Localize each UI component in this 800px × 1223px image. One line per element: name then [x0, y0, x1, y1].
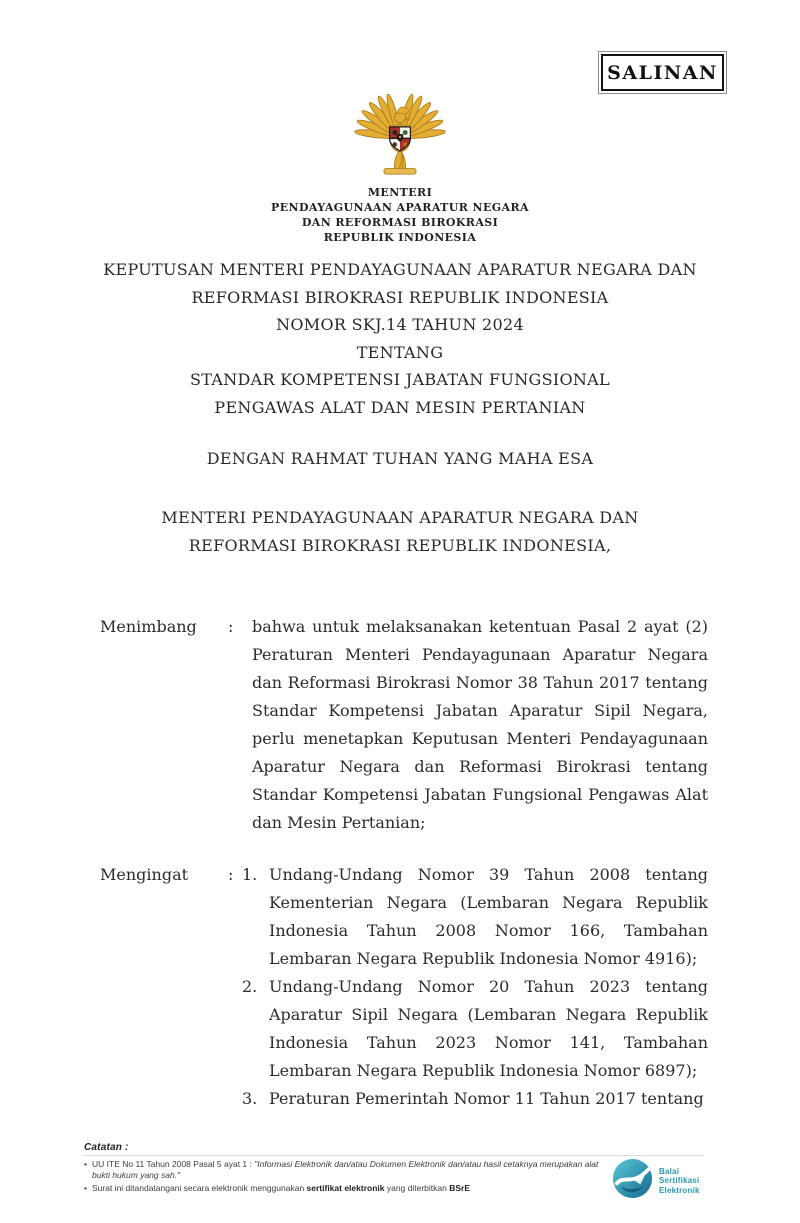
- remembering-colon: :: [228, 865, 234, 884]
- ministry-line-4: REPUBLIK INDONESIA: [323, 231, 477, 244]
- bsre-text-line-3: Elektronik: [659, 1185, 700, 1195]
- note2-mid: yang diterbitkan: [384, 1183, 450, 1193]
- salinan-stamp-label: SALINAN: [607, 61, 718, 84]
- notes-heading: Catatan :: [84, 1142, 129, 1153]
- remembering-clause: [100, 861, 708, 1113]
- legal-item-text: Undang-Undang Nomor 20 Tahun 2023 tentang Aparatur Sipil Negara (Lembaran Negara Republik Indonesia Tahun 2023 Nomor 141, Tambahan Lembaran Negara Republik Indonesia Nomor 6897);: [269, 977, 708, 1080]
- note-item-1: [84, 1159, 606, 1180]
- legal-basis-item: [242, 1085, 708, 1113]
- salinan-stamp: [601, 54, 724, 91]
- note2-pre: Surat ini ditandatangani secara elektronik menggunakan: [92, 1183, 307, 1193]
- notes-divider: [84, 1155, 704, 1156]
- ministry-line-3: DAN REFORMASI BIROKRASI: [301, 216, 499, 229]
- authority-line-2: REFORMASI BIROKRASI REPUBLIK INDONESIA,: [188, 535, 612, 555]
- bsre-logo-text: [659, 1167, 700, 1196]
- legal-basis-item: [242, 973, 708, 1085]
- bullet-icon: •: [84, 1159, 87, 1169]
- authority-line-1: MENTERI PENDAYAGUNAAN APARATUR NEGARA DAN: [161, 508, 639, 527]
- bsre-text-line-1: Balai: [659, 1166, 680, 1176]
- ministry-header: [0, 185, 800, 245]
- note1-prefix: UU ITE No 11 Tahun 2008 Pasal 5 ayat 1 :: [92, 1159, 255, 1169]
- invocation-line: DENGAN RAHMAT TUHAN YANG MAHA ESA: [206, 449, 594, 468]
- note-item-2: [84, 1183, 606, 1194]
- decree-title-line-1: KEPUTUSAN MENTERI PENDAYAGUNAAN APARATUR NEGARA DAN: [103, 260, 697, 279]
- decree-title: [100, 256, 700, 421]
- decree-tentang-line: TENTANG: [356, 342, 444, 362]
- bullet-icon: •: [84, 1183, 87, 1193]
- decree-number-line: NOMOR SKJ.14 TAHUN 2024: [276, 315, 524, 334]
- note2-certificate: sertifikat elektronik: [306, 1183, 385, 1193]
- remembering-label: Mengingat: [100, 865, 189, 884]
- ministry-line-1: MENTERI: [367, 186, 433, 199]
- remembering-items: [242, 861, 708, 1113]
- bsre-text-line-2: Sertifikasi: [659, 1176, 700, 1186]
- decree-subject-line-1: STANDAR KOMPETENSI JABATAN FUNGSIONAL: [190, 370, 610, 389]
- legal-item-number: 2.: [242, 977, 258, 996]
- bsre-logo: [611, 1157, 700, 1205]
- legal-item-text: Undang-Undang Nomor 39 Tahun 2008 tentang Kementerian Negara (Lembaran Negara Republik Indonesia Tahun 2008 Nomor 166, Tambahan Lembaran Negara Republik Indonesia Nomor 4916);: [269, 865, 708, 968]
- legal-item-number: 1.: [242, 865, 258, 884]
- garuda-emblem-icon: [344, 85, 456, 184]
- bsre-globe-icon: [611, 1157, 654, 1205]
- note1-quote: "Informasi Elektronik dan/atau Dokumen Elektronik dan/atau hasil cetaknya merupakan alat bukti hukum yang sah.": [92, 1159, 599, 1180]
- decree-subject-line-2: PENGAWAS ALAT DAN MESIN PERTANIAN: [214, 397, 586, 417]
- considering-text: bahwa untuk melaksanakan ketentuan Pasal 2 ayat (2) Peraturan Menteri Pendayagunaan Aparatur Negara dan Reformasi Birokrasi Nomor 38 Tahun 2017 tentang Standar Kompetensi Jabatan Aparatur Sipil Negara, perlu menetapkan Keputusan Menteri Pendayagunaan Aparatur Negara dan Reformasi Birokrasi tentang Standar Kompetensi Jabatan Fungsional Pengawas Alat dan Mesin Pertanian;: [252, 617, 708, 832]
- considering-clause: [100, 613, 708, 837]
- considering-label: Menimbang: [100, 617, 197, 636]
- ministry-line-2: PENDAYAGUNAAN APARATUR NEGARA: [271, 201, 529, 214]
- authority-block: [100, 504, 700, 559]
- legal-basis-item: [242, 861, 708, 973]
- legal-item-number: 3.: [242, 1089, 258, 1108]
- considering-colon: :: [228, 617, 234, 636]
- note2-issuer: BSrE: [449, 1183, 471, 1193]
- decree-title-line-2: REFORMASI BIROKRASI REPUBLIK INDONESIA: [191, 287, 609, 307]
- legal-item-text: Peraturan Pemerintah Nomor 11 Tahun 2017 tentang: [269, 1089, 704, 1108]
